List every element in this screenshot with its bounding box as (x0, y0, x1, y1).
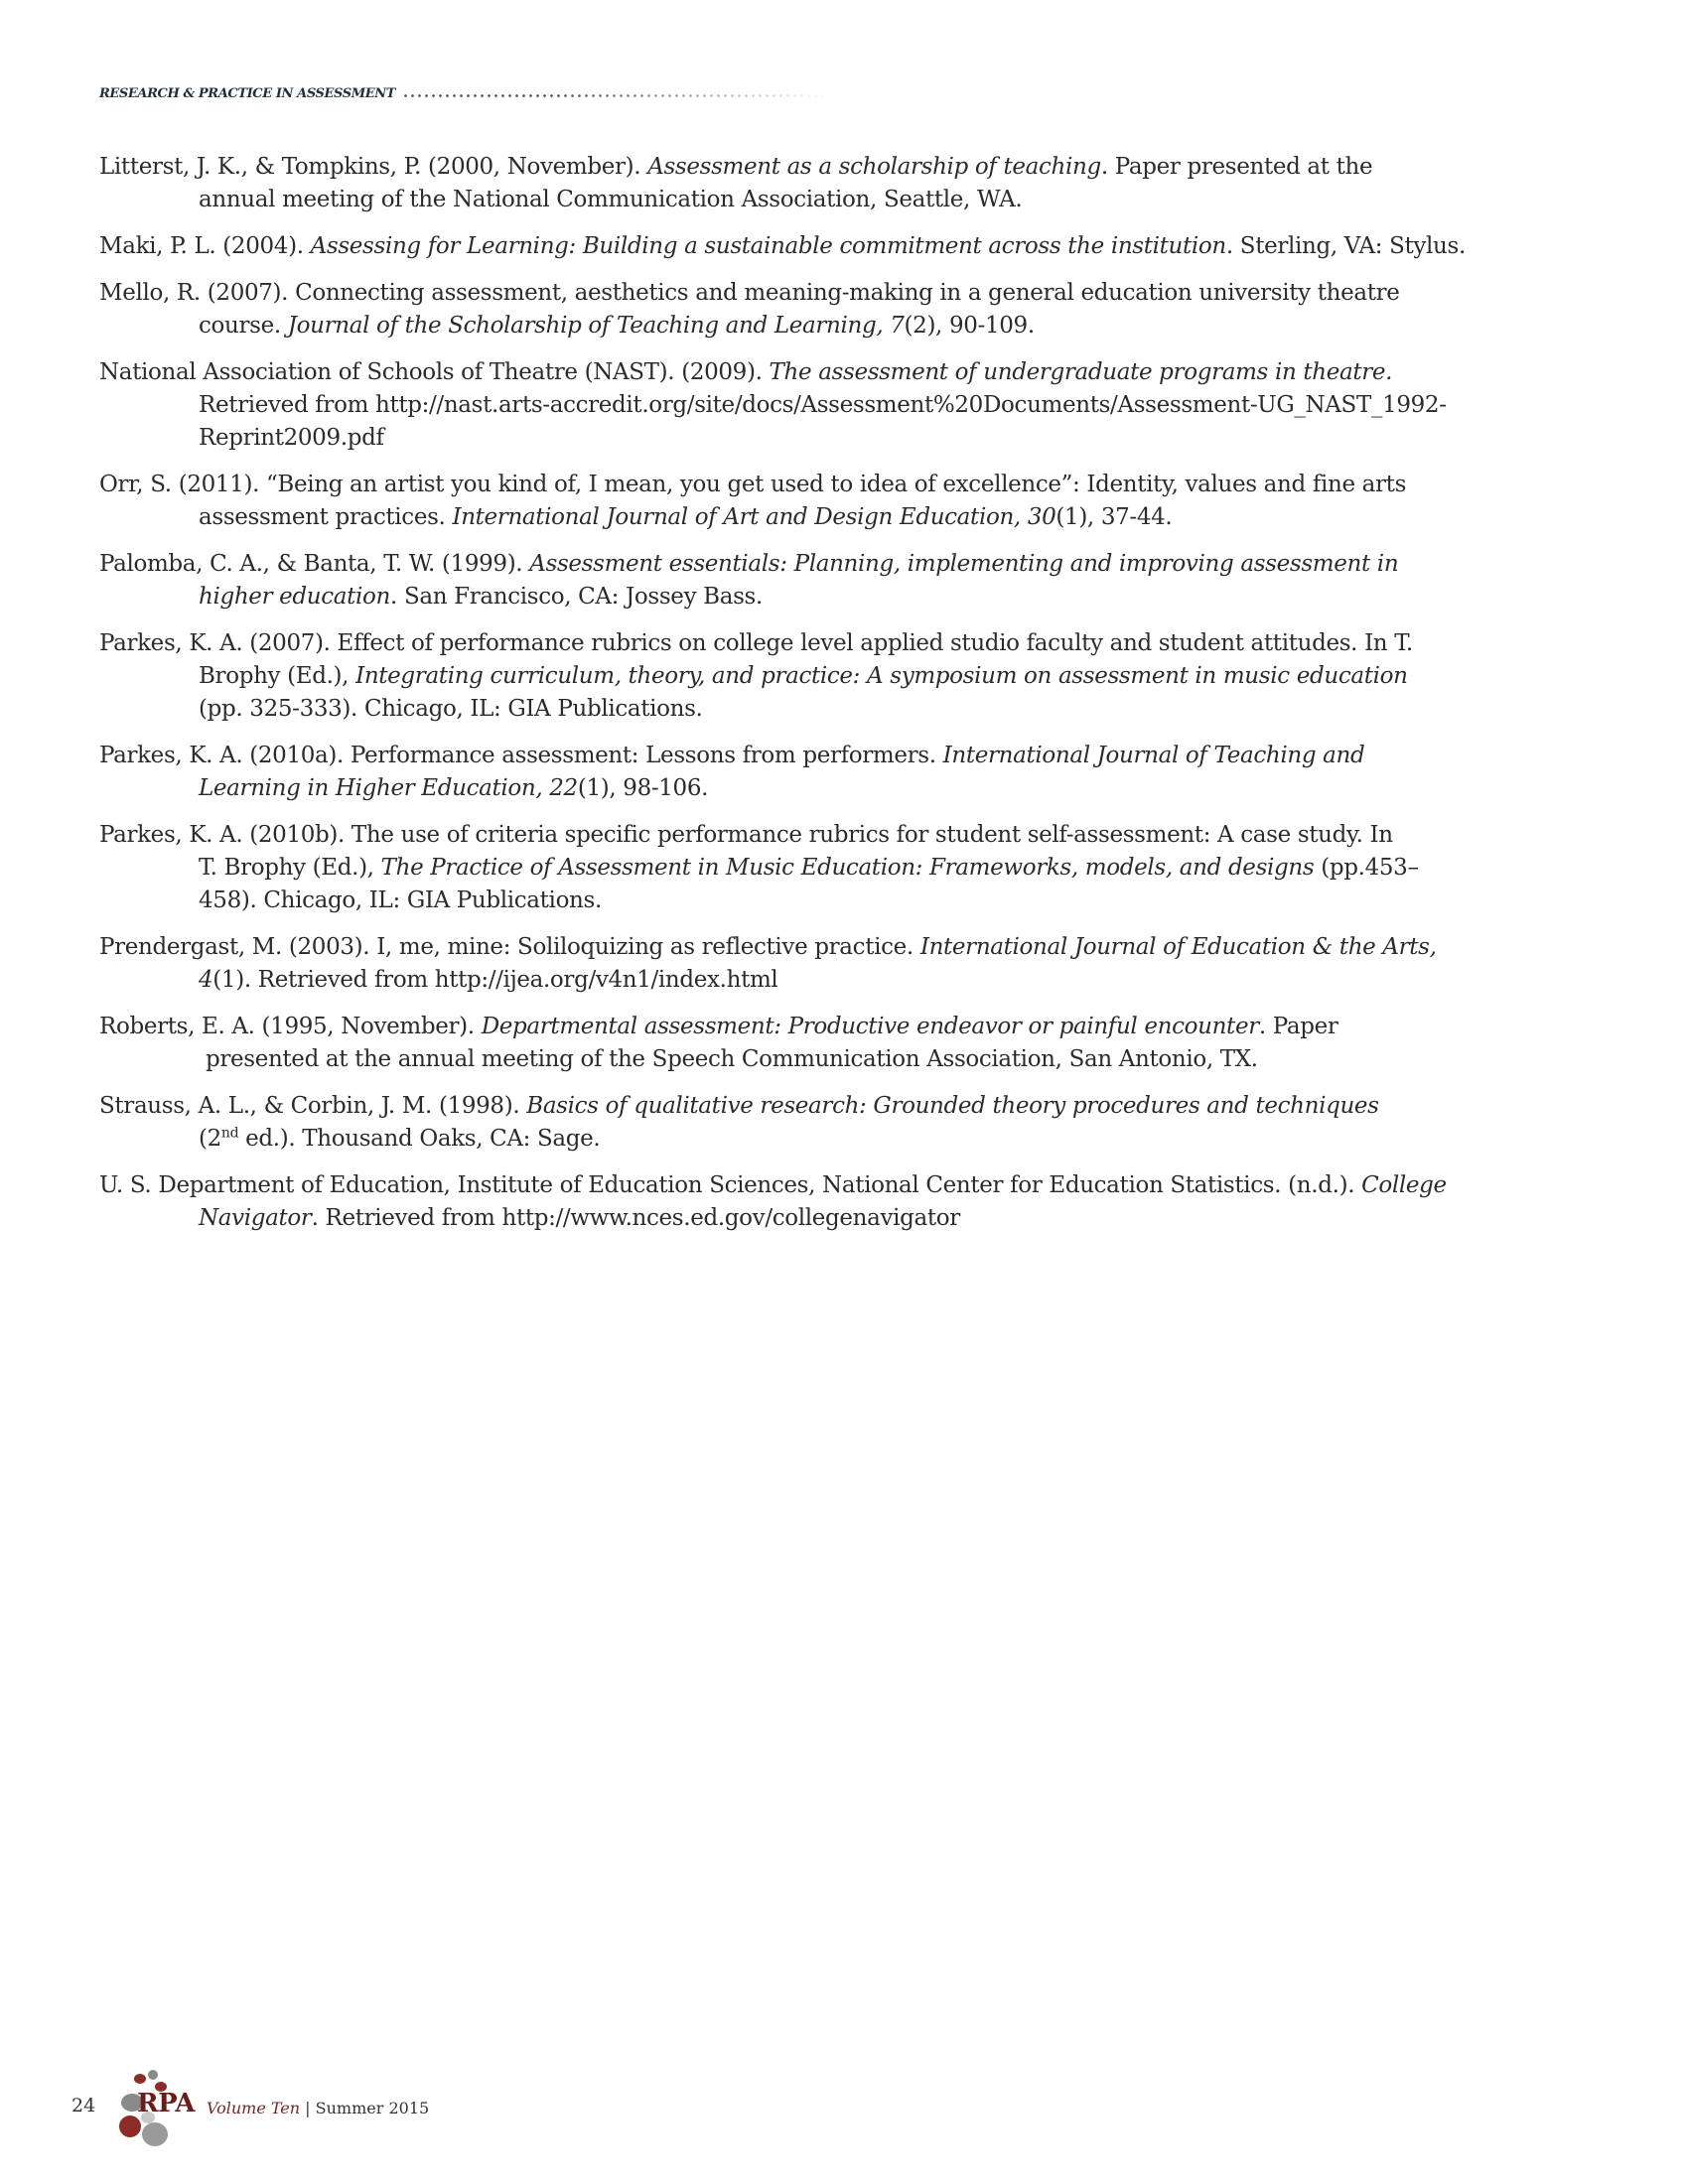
header-dotted-rule (402, 94, 834, 97)
reference-italic-text: Learning in Higher Education, 22 (199, 775, 578, 801)
reference-text: . Paper (1258, 1014, 1338, 1039)
logo-dot-icon (134, 2074, 146, 2084)
reference-italic-text: Integrating curriculum, theory, and practice: A symposium on assessment in music education (355, 663, 1408, 689)
page-number: 24 (71, 2095, 96, 2116)
reference-text: Parkes, K. A. (2010a). Performance assessment: Lessons from performers. (99, 743, 943, 768)
reference-entry (99, 819, 1589, 917)
reference-entry (99, 1169, 1589, 1235)
logo-dot-icon (148, 2070, 158, 2080)
reference-text: Orr, S. (2011). “Being an artist you kind of, I mean, you get used to idea of excellence”: Identity, values and fine arts (99, 472, 1407, 497)
reference-text: assessment practices. (199, 504, 453, 530)
running-header-title: RESEARCH & PRACTICE IN ASSESSMENT (99, 85, 395, 101)
issue-separator: | (300, 2099, 316, 2117)
reference-entry (99, 548, 1589, 614)
reference-text: Strauss, A. L., & Corbin, J. M. (1998). (99, 1093, 527, 1119)
reference-italic-text: The assessment of undergraduate programs in theatre. (769, 359, 1393, 385)
reference-entry (99, 740, 1589, 805)
reference-text: ed.). Thousand Oaks, CA: Sage. (238, 1126, 601, 1152)
reference-italic-text: Basics of qualitative research: Grounded theory procedures and techniques (526, 1093, 1379, 1119)
reference-italic-text: Assessment as a scholarship of teaching (647, 154, 1101, 180)
reference-italic-text: Assessing for Learning: Building a sustainable commitment across the institution (310, 233, 1226, 259)
reference-text: Brophy (Ed.), (199, 663, 356, 689)
reference-entry (99, 230, 1589, 263)
reference-italic-text: Assessment essentials: Planning, implementing and improving assessment in (529, 551, 1399, 577)
reference-italic-text: International Journal of Teaching and (942, 743, 1365, 768)
reference-text: Parkes, K. A. (2010b). The use of criteria specific performance rubrics for student self-assessment: A case study. In (99, 822, 1393, 848)
reference-text: . Paper presented at the (1100, 154, 1373, 180)
issue-volume: Volume Ten (207, 2099, 301, 2117)
reference-text: . San Francisco, CA: Jossey Bass. (390, 584, 763, 610)
reference-italic-text: The Practice of Assessment in Music Education: Frameworks, models, and designs (380, 855, 1315, 881)
reference-italic-text: Navigator (199, 1205, 312, 1231)
issue-info (207, 2099, 429, 2117)
reference-text: Retrieved from http://nast.arts-accredit.org/site/docs/Assessment%20Documents/Assessment-UG_NAST_1992- (199, 392, 1447, 418)
reference-text: (pp. 325-333). Chicago, IL: GIA Publications. (199, 696, 703, 722)
reference-list (99, 151, 1589, 1249)
reference-italic-text: 4 (199, 967, 213, 993)
logo-dot-icon (142, 2122, 168, 2146)
reference-entry (99, 356, 1589, 455)
reference-text: (pp.453– (1314, 855, 1419, 881)
reference-italic-text: higher education (199, 584, 391, 610)
reference-text: . Retrieved from http://www.nces.ed.gov/collegenavigator (311, 1205, 960, 1231)
reference-italic-text: International Journal of Education & the Arts, (919, 934, 1437, 960)
page-footer (71, 2065, 469, 2154)
reference-text: T. Brophy (Ed.), (199, 855, 381, 881)
reference-italic-text: International Journal of Art and Design Education, 30 (452, 504, 1056, 530)
logo-wordmark: RPA (137, 2089, 195, 2118)
reference-entry (99, 1011, 1589, 1076)
reference-text: Mello, R. (2007). Connecting assessment, aesthetics and meaning-making in a general education university theatre (99, 280, 1400, 306)
reference-italic-text: College (1361, 1172, 1447, 1198)
reference-text: 458). Chicago, IL: GIA Publications. (199, 887, 602, 913)
reference-text: Litterst, J. K., & Tompkins, P. (2000, November). (99, 154, 648, 180)
reference-text: (1). Retrieved from http://ijea.org/v4n1/index.html (212, 967, 778, 993)
reference-text: course. (199, 313, 288, 339)
reference-text: (2), 90-109. (904, 313, 1035, 339)
running-header (99, 83, 834, 103)
reference-text: annual meeting of the National Communication Association, Seattle, WA. (199, 187, 1023, 212)
reference-entry (99, 151, 1589, 216)
issue-season: Summer 2015 (315, 2099, 430, 2117)
reference-italic-text: Departmental assessment: Productive endeavor or painful encounter (481, 1014, 1259, 1039)
reference-text: (1), 37-44. (1055, 504, 1173, 530)
reference-entry (99, 277, 1589, 342)
reference-text: presented at the annual meeting of the Speech Communication Association, San Antonio, TX. (199, 1046, 1258, 1072)
reference-entry (99, 1090, 1589, 1156)
reference-text: National Association of Schools of Theatre (NAST). (2009). (99, 359, 770, 385)
reference-text: Maki, P. L. (2004). (99, 233, 311, 259)
reference-text: U. S. Department of Education, Institute of Education Sciences, National Center for Education Statistics. (n.d.). (99, 1172, 1362, 1198)
reference-text: Prendergast, M. (2003). I, me, mine: Soliloquizing as reflective practice. (99, 934, 920, 960)
reference-text: (2 (199, 1126, 221, 1152)
reference-text: Palomba, C. A., & Banta, T. W. (1999). (99, 551, 530, 577)
reference-entry (99, 931, 1589, 997)
reference-italic-text: Journal of the Scholarship of Teaching and Learning, 7 (287, 313, 905, 339)
reference-text: (1), 98-106. (577, 775, 709, 801)
logo-dot-icon (119, 2116, 141, 2137)
reference-entry (99, 627, 1589, 726)
reference-entry (99, 469, 1589, 534)
reference-text: nd (220, 1125, 239, 1142)
reference-text: Reprint2009.pdf (199, 425, 384, 451)
reference-text: . Sterling, VA: Stylus. (1225, 233, 1466, 259)
reference-text: Parkes, K. A. (2007). Effect of performance rubrics on college level applied studio faculty and student attitudes. In T. (99, 630, 1413, 656)
reference-text: Roberts, E. A. (1995, November). (99, 1014, 482, 1039)
